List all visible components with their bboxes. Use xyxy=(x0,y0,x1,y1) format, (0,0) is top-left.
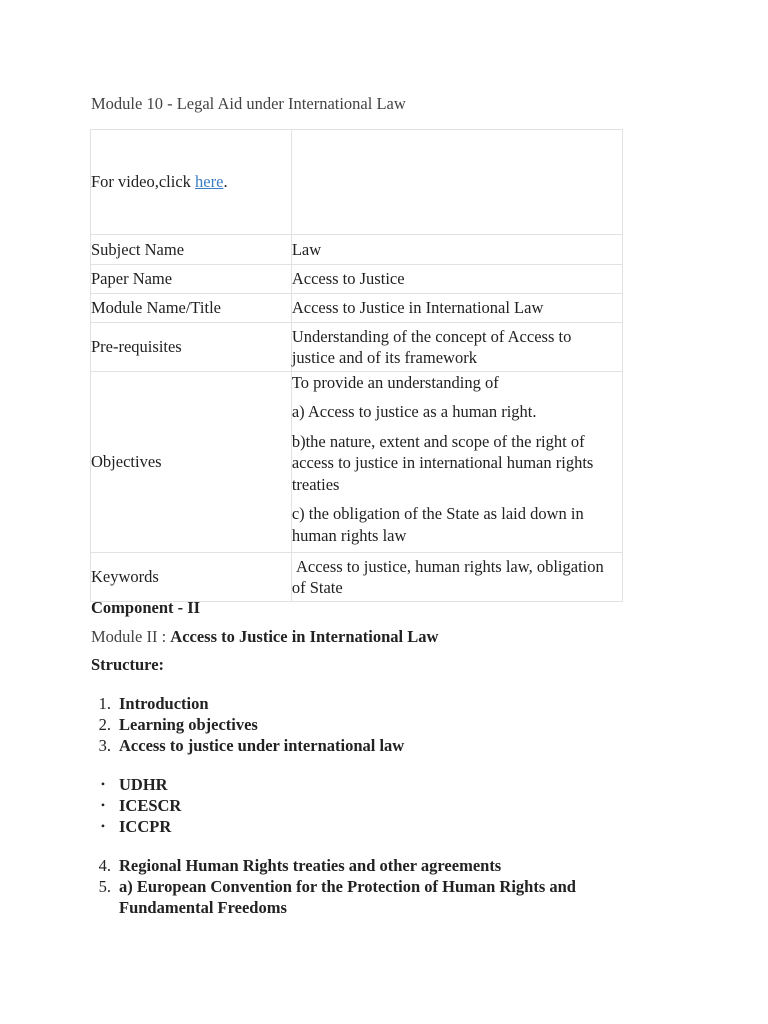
list-number: 5. xyxy=(98,877,111,896)
list-item xyxy=(91,876,621,918)
structure-label: Structure: xyxy=(91,655,165,674)
list-number: 2. xyxy=(98,715,111,734)
keywords-label: Keywords xyxy=(91,553,292,602)
video-link[interactable]: here xyxy=(195,172,224,192)
module-info-table xyxy=(90,129,623,602)
structure-list-numbered-continued xyxy=(91,855,621,918)
list-number: 4. xyxy=(98,856,111,875)
video-empty-cell xyxy=(291,130,622,235)
paper-label: Paper Name xyxy=(91,265,292,294)
list-item xyxy=(91,735,404,756)
list-number: 1. xyxy=(98,694,111,713)
structure-list-bulleted xyxy=(91,774,181,837)
objective-item: a) Access to justice as a human right. xyxy=(291,402,537,422)
list-item xyxy=(91,855,621,876)
module-name-value: Access to Justice in International Law xyxy=(291,294,622,323)
video-cell xyxy=(91,130,292,235)
component-heading: Component - II xyxy=(91,598,201,617)
objective-item: c) the obligation of the State as laid down in human rights law xyxy=(291,504,584,545)
list-item-text: Access to justice under international law xyxy=(119,736,405,755)
keywords-value: Access to justice, human rights law, obligation of State xyxy=(291,553,622,602)
list-item-text: Regional Human Rights treaties and other agreements xyxy=(119,856,502,875)
video-suffix: . xyxy=(223,172,228,192)
prerequisites-label: Pre-requisites xyxy=(91,323,292,372)
subject-label: Subject Name xyxy=(91,235,292,265)
bullet-icon: • xyxy=(100,819,106,833)
table-row-keywords xyxy=(91,553,623,602)
list-item xyxy=(91,795,181,816)
objective-item: b)the nature, extent and scope of the right of access to justice in international human rights treaties xyxy=(291,431,594,494)
module-ii-heading xyxy=(91,626,438,647)
table-row-prerequisites xyxy=(91,323,623,372)
list-item-text: Learning objectives xyxy=(119,715,258,734)
objective-item: To provide an understanding of xyxy=(291,373,499,392)
list-item-text: Introduction xyxy=(119,694,209,713)
bullet-icon: • xyxy=(100,798,106,812)
module-title: Module 10 - Legal Aid under International Law xyxy=(91,94,406,113)
list-item xyxy=(91,714,404,735)
objectives-label: Objectives xyxy=(91,372,292,553)
table-row-objectives xyxy=(91,372,623,553)
table-row-video xyxy=(91,130,623,235)
list-item-text: ICCPR xyxy=(119,817,172,836)
list-item-text: UDHR xyxy=(119,775,168,794)
module-ii-title: Access to Justice in International Law xyxy=(170,627,439,646)
subject-value: Law xyxy=(291,235,622,265)
bullet-icon: • xyxy=(100,777,106,791)
table-row-paper xyxy=(91,265,623,294)
structure-list-numbered xyxy=(91,693,404,756)
paper-value: Access to Justice xyxy=(291,265,622,294)
table-row-module-name xyxy=(91,294,623,323)
list-number: 3. xyxy=(98,736,111,755)
list-item-text: a) European Convention for the Protection of Human Rights and Fundamental Freedoms xyxy=(119,877,576,917)
list-item-text: ICESCR xyxy=(119,796,182,815)
module-name-label: Module Name/Title xyxy=(91,294,292,323)
list-item xyxy=(91,774,181,795)
module-ii-prefix: Module II : xyxy=(91,627,171,646)
prerequisites-value: Understanding of the concept of Access to justice and of its framework xyxy=(291,323,622,372)
list-item xyxy=(91,693,404,714)
objectives-value xyxy=(291,372,622,553)
list-item xyxy=(91,816,181,837)
video-prefix: For video,click xyxy=(91,172,196,192)
table-row-subject xyxy=(91,235,623,265)
